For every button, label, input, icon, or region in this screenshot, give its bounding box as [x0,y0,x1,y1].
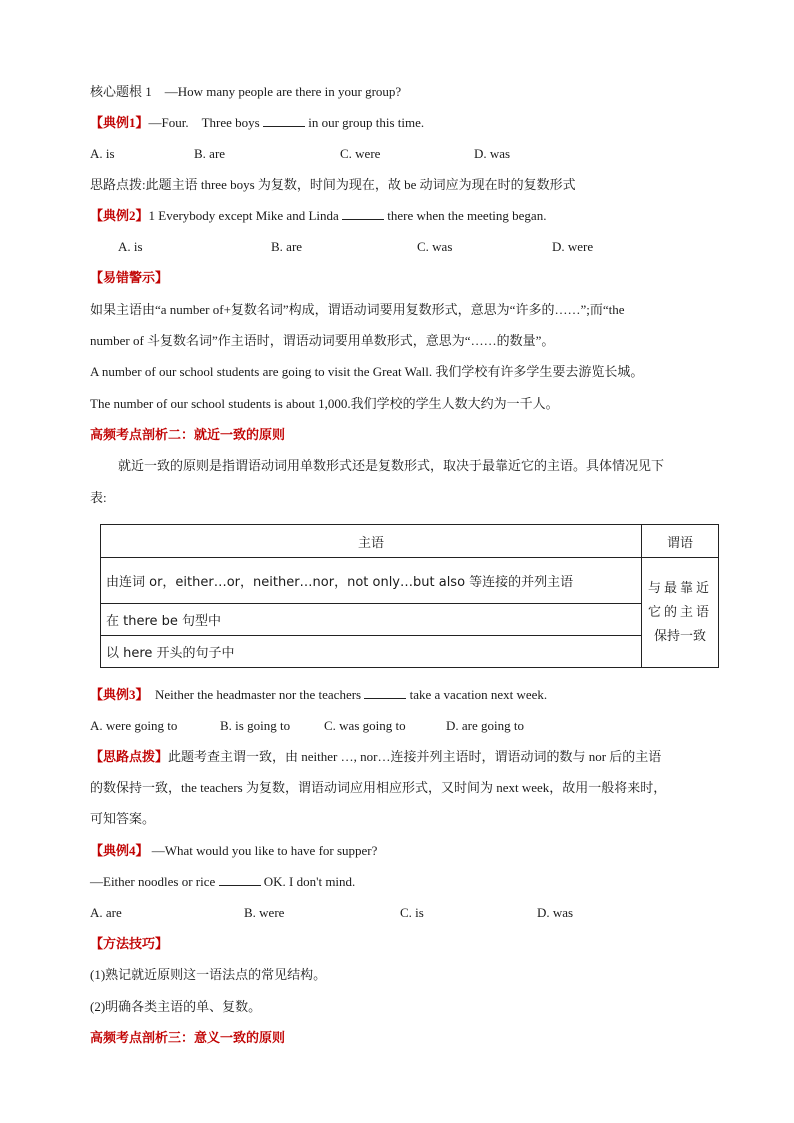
example-2-text-before: 1 Everybody except Mike and Linda [148,208,343,223]
analysis-tag: 【思路点拨】 [90,749,169,764]
answer-blank [364,687,406,699]
example-4-tag: 【典例4】 [90,843,149,858]
example-3-option-c: C. was going to [324,718,406,733]
section-3-heading: 高频考点剖析三：意义一致的原则 [90,1030,286,1045]
example-1-text-before: —Four. Three boys [148,115,263,130]
predicate-line: 保持一致 [653,628,706,644]
method-item-2: (2)明确各类主语的单、复数。 [90,999,262,1014]
example-1-option-a: A. is [90,146,115,161]
analysis-text: 此题考查主谓一致，由 neither …, nor…连接并列主语时，谓语动词的数与 nor 后的主语 [168,749,662,764]
example-3-text-before: Neither the headmaster nor the teachers [142,687,365,702]
answer-blank [263,115,305,127]
warning-text-line-1: 如果主语由“a number of+复数名词”构成，谓语动词要用复数形式，意思为“许多的……”;而“the [90,302,625,317]
example-4-option-b: B. were [244,905,285,920]
predicate-line: 与最靠近 [647,580,712,596]
example-4-question [90,842,377,860]
section-2-heading: 高频考点剖析二：就近一致的原则 [90,427,286,442]
example-2-text-after: there when the meeting began. [384,208,547,223]
warning-heading: 【易错警示】 [90,270,169,285]
warning-text-line-2: number of 斗复数名词”作主语时，谓语动词要用单数形式，意思为“……的数量”。 [90,333,555,348]
grammar-table [100,524,719,668]
section-2-intro-line-2: 表: [90,490,107,505]
example-3-tag: 【典例3】 [90,687,143,702]
method-item-1: (1)熟记就近原则这一语法点的常见结构。 [90,967,327,982]
example-2-option-c: C. was [417,239,453,254]
table-row-subject: 以 here 开头的句子中 [101,636,642,668]
table-header-subject: 主语 [101,525,642,558]
example-4-question-text: —What would you like to have for supper? [148,843,378,858]
example-sentence-b: The number of our school students is about 1,000.我们学校的学生人数大约为一千人。 [90,396,559,411]
section-2-intro-line-1: 就近一致的原则是指谓语动词用单数形式还是复数形式，取决于最靠近它的主语。具体情况见下 [118,458,665,473]
example-1-option-c: C. were [340,146,381,161]
question-root-1: 核心题根 1 —How many people are there in your group? [90,84,402,99]
example-4-text-before: —Either noodles or rice [90,874,219,889]
example-2-tag: 【典例2】 [90,208,149,223]
analysis-line-3: 可知答案。 [90,811,156,826]
example-2-question [90,207,546,225]
analysis-line-1 [90,748,661,766]
example-3-option-a: A. were going to [90,718,178,733]
example-2-option-b: B. are [271,239,303,254]
example-3-text-after: take a vacation next week. [406,687,548,702]
table-header-predicate: 谓语 [642,525,719,558]
example-4-option-d: D. was [537,905,574,920]
answer-blank [219,874,261,886]
example-3-option-b: B. is going to [220,718,291,733]
table-predicate-cell [642,558,719,668]
example-1-tag: 【典例1】 [90,115,149,130]
example-1-question [90,114,424,132]
example-1-option-d: D. was [474,146,511,161]
table-row-subject: 由连词 or，either…or，neither…nor，not only…but also 等连接的并列主语 [101,558,642,604]
example-4-text-after: OK. I don't mind. [260,874,356,889]
answer-blank [342,208,384,220]
example-4-option-c: C. is [400,905,424,920]
example-1-option-b: B. are [194,146,226,161]
example-1-hint: 思路点拨:此题主语 three boys 为复数，时间为现在，故 be 动词应为现在时的复数形式 [90,177,576,192]
method-heading: 【方法技巧】 [90,936,169,951]
example-4-option-a: A. are [90,905,122,920]
example-4-answer-line [90,873,355,891]
example-2-option-a: A. is [118,239,143,254]
example-sentence-a: A number of our school students are going to visit the Great Wall. 我们学校有许多学生要去游览长城。 [90,364,644,379]
analysis-line-2: 的数保持一致，the teachers 为复数，谓语动词应用相应形式，又时间为 next week，故用一般将来时， [90,780,667,795]
example-3-question [90,686,547,704]
example-3-option-d: D. are going to [446,718,524,733]
predicate-line: 它的主语 [647,604,712,620]
table-row-subject: 在 there be 句型中 [101,604,642,636]
example-2-option-d: D. were [552,239,594,254]
example-1-text-after: in our group this time. [304,115,425,130]
